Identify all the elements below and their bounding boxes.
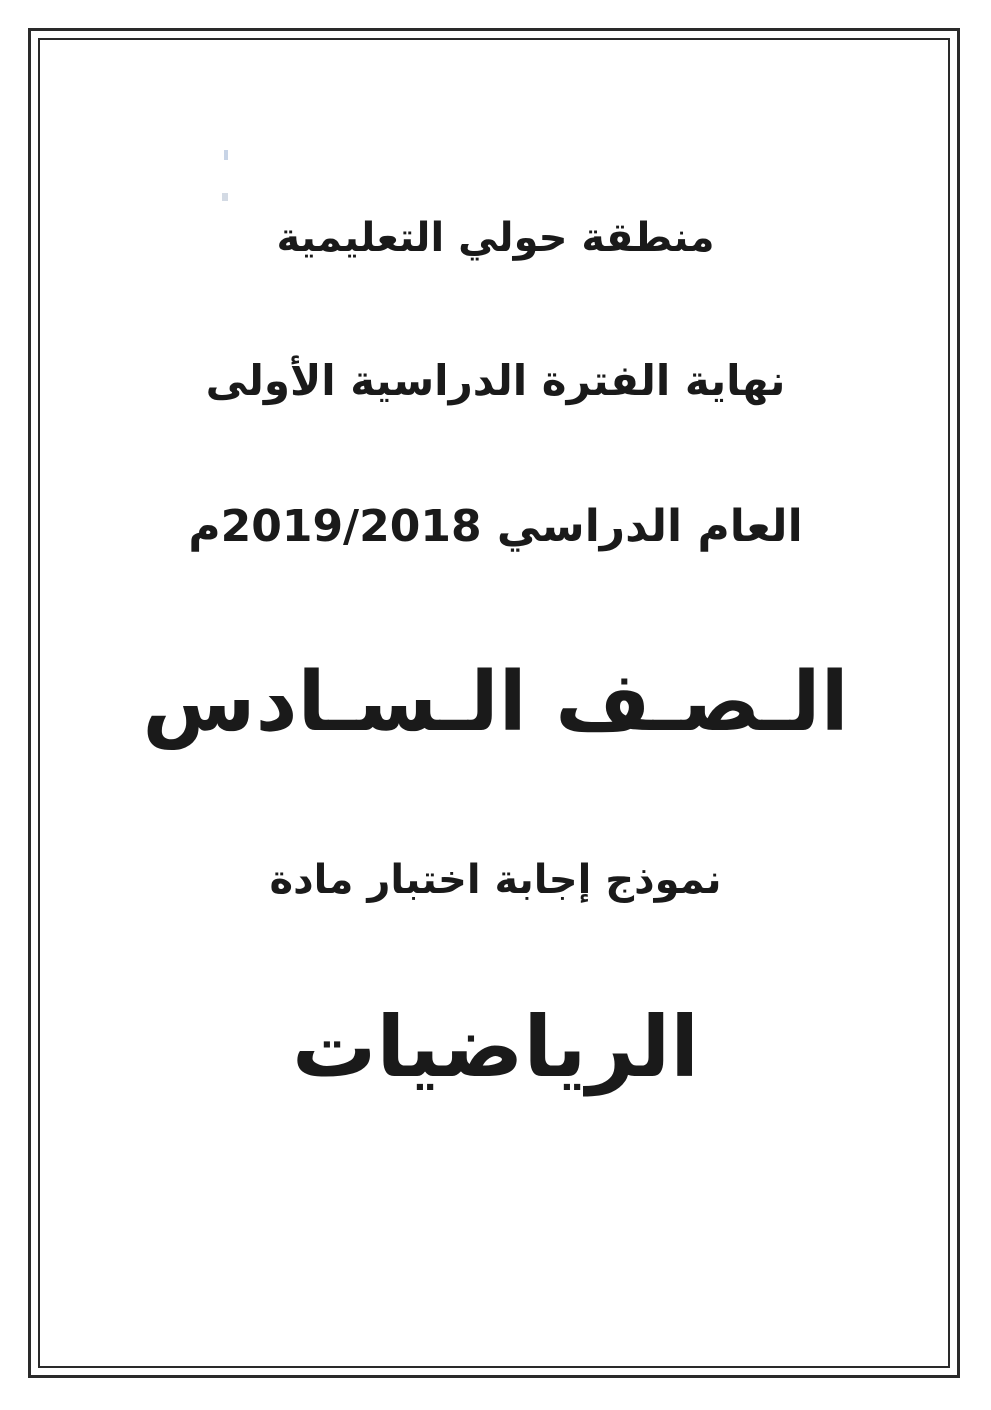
region-heading: منطقة حولي التعليمية: [276, 215, 715, 261]
scan-speck: [224, 150, 228, 160]
scan-speck: [222, 193, 228, 201]
period-heading: نهاية الفترة الدراسية الأولى: [205, 356, 786, 405]
exam-label: نموذج إجابة اختبار مادة: [269, 857, 722, 903]
academic-year-heading: العام الدراسي 2019/2018م: [188, 501, 803, 552]
subject-title: الرياضيات: [291, 998, 700, 1096]
grade-title: الـصـف الـسـادس: [142, 655, 849, 750]
